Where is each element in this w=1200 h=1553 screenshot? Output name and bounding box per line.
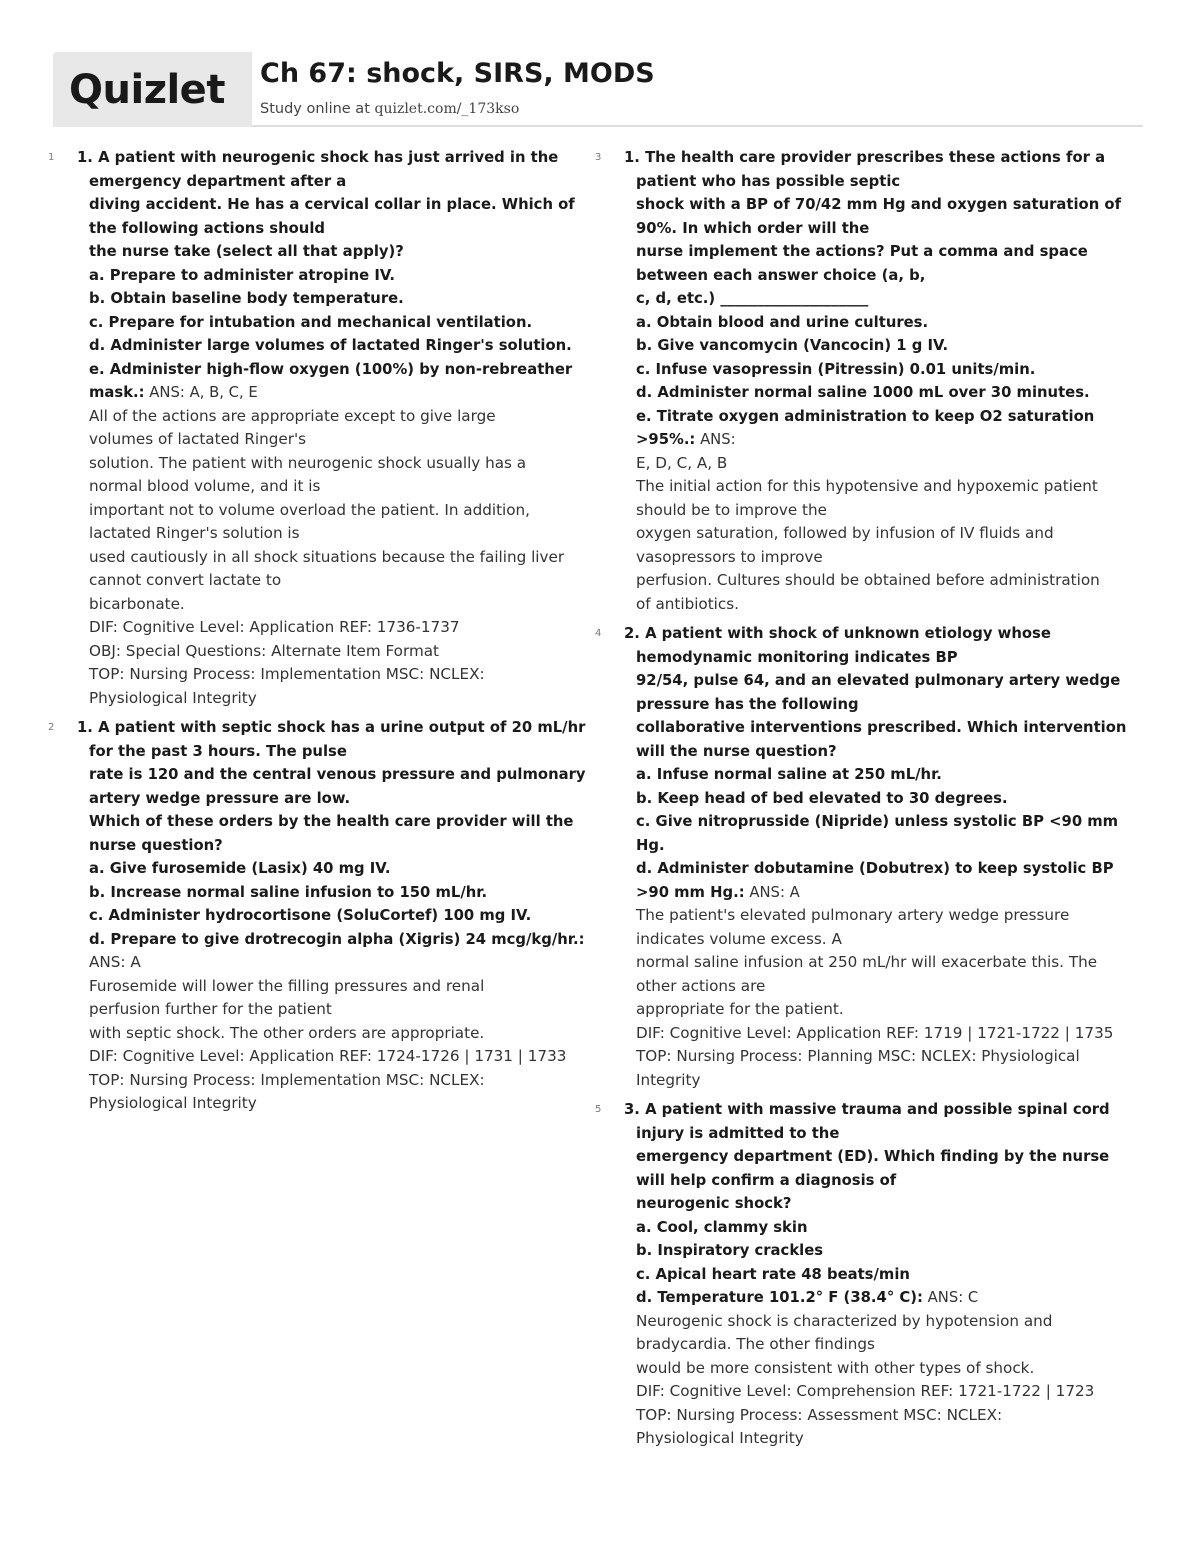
question-line: >90 mm Hg.:	[636, 883, 745, 901]
question-final-line	[624, 881, 1100, 905]
answer-line: TOP: Nursing Process: Assessment MSC: NCLEX:	[636, 1405, 1003, 1424]
question-line: d. Prepare to give drotrecogin alpha (Xigris) 24 mcg/kg/hr.:	[89, 930, 585, 948]
answer-line: volumes of lactated Ringer's	[89, 430, 307, 448]
card-number: 1	[48, 152, 55, 163]
question-line: nurse question?	[89, 836, 223, 854]
right-column	[595, 146, 1127, 1457]
card-number: 3	[595, 152, 602, 163]
answer-line: DIF: Cognitive Level: Application REF: 1736-1737	[89, 618, 460, 636]
question-line: 90%. In which order will the	[636, 219, 870, 237]
question-line: will help confirm a diagnosis of	[636, 1171, 897, 1189]
answer-label: ANS: A	[744, 883, 800, 901]
question-line: c. Apical heart rate 48 beats/min	[636, 1265, 910, 1283]
answer-line: important not to volume overload the patient. In addition,	[89, 500, 530, 519]
question-line: the following actions should	[89, 219, 325, 237]
answer-line: normal blood volume, and it is	[89, 477, 321, 495]
answer-line: vasopressors to improve	[636, 547, 823, 566]
question-line: hemodynamic monitoring indicates BP	[636, 648, 958, 666]
answer-line: would be more consistent with other types of shock.	[636, 1358, 1035, 1377]
question-line: d. Administer dobutamine (Dobutrex) to keep systolic BP	[636, 860, 1114, 877]
flashcard	[48, 716, 586, 1116]
question-line: will the nurse question?	[636, 742, 837, 760]
question-line: emergency department (ED). Which finding by the nurse	[636, 1148, 1110, 1165]
question-line: for the past 3 hours. The pulse	[89, 742, 347, 760]
left-column	[48, 146, 586, 1122]
answer-line: used cautiously in all shock situations because the failing liver	[89, 547, 565, 566]
answer-line: with septic shock. The other orders are appropriate.	[89, 1023, 485, 1042]
question-line: d. Administer normal saline 1000 mL over 30 minutes.	[636, 384, 1090, 401]
question-line: 92/54, pulse 64, and an elevated pulmonary artery wedge	[636, 672, 1121, 689]
answer-line: Physiological Integrity	[89, 1094, 257, 1112]
answer-line: bradycardia. The other findings	[636, 1335, 875, 1353]
header-divider	[252, 125, 1143, 127]
question-final-line	[624, 428, 1100, 452]
question-line: a. Obtain blood and urine cultures.	[636, 313, 929, 331]
question-line: b. Increase normal saline infusion to 150 mL/hr.	[89, 883, 488, 901]
question-line: 1. The health care provider prescribes these actions for a	[624, 149, 1106, 166]
question-line: 1. A patient with septic shock has a urine output of 20 mL/hr	[77, 719, 586, 736]
question-line: a. Infuse normal saline at 250 mL/hr.	[636, 766, 942, 783]
question-line: nurse implement the actions? Put a comma and space	[636, 243, 1088, 260]
question-final-line	[624, 1286, 1100, 1310]
card-number: 5	[595, 1104, 602, 1115]
question-line: 1. A patient with neurogenic shock has just arrived in the	[77, 149, 559, 166]
answer-line: OBJ: Special Questions: Alternate Item Format	[89, 641, 439, 660]
question-line: e. Titrate oxygen administration to keep O2 saturation	[636, 407, 1095, 425]
answer-line: normal saline infusion at 250 mL/hr will exacerbate this. The	[636, 953, 1098, 971]
question-line: patient who has possible septic	[636, 172, 901, 190]
answer-line: Furosemide will lower the filling pressures and renal	[89, 976, 485, 995]
answer-line: of antibiotics.	[636, 594, 739, 613]
card-number: 2	[48, 722, 55, 733]
answer-line: other actions are	[636, 976, 766, 995]
question-line: c. Administer hydrocortisone (SoluCortef) 100 mg IV.	[89, 907, 532, 924]
question-line: c. Infuse vasopressin (Pitressin) 0.01 units/min.	[636, 360, 1036, 378]
answer-line: Integrity	[636, 1070, 701, 1089]
question-line: the nurse take (select all that apply)?	[89, 243, 404, 260]
question-line: artery wedge pressure are low.	[89, 789, 351, 807]
answer-line: Physiological Integrity	[636, 1429, 804, 1447]
flashcard	[595, 622, 1127, 1092]
answer-line: appropriate for the patient.	[636, 1000, 844, 1018]
answer-line: DIF: Cognitive Level: Application REF: 1724-1726 | 1731 | 1733	[89, 1047, 567, 1065]
answer-label: ANS: C	[922, 1289, 979, 1306]
question-line: collaborative interventions prescribed. Which intervention	[636, 719, 1127, 736]
answer-line: oxygen saturation, followed by infusion of IV fluids and	[636, 524, 1054, 542]
question-line: a. Give furosemide (Lasix) 40 mg IV.	[89, 860, 391, 877]
question-line: diving accident. He has a cervical collar in place. Which of	[89, 196, 575, 213]
question-line: pressure has the following	[636, 695, 859, 713]
card-number: 4	[595, 628, 602, 639]
question-line: a. Cool, clammy skin	[636, 1218, 808, 1236]
answer-line: bicarbonate.	[89, 594, 185, 613]
answer-line: perfusion further for the patient	[89, 1000, 332, 1018]
question-line: Hg.	[636, 836, 665, 854]
answer-label: ANS:	[695, 431, 736, 448]
question-line: neurogenic shock?	[636, 1195, 792, 1212]
answer-line: TOP: Nursing Process: Planning MSC: NCLEX: Physiological	[636, 1047, 1080, 1065]
answer-line: Physiological Integrity	[89, 688, 257, 707]
study-prefix: Study online at	[260, 101, 375, 117]
answer-line: DIF: Cognitive Level: Comprehension REF: 1721-1722 | 1723	[636, 1382, 1095, 1400]
question-final-line	[77, 381, 553, 405]
study-online-line	[260, 99, 519, 119]
flashcard	[595, 146, 1122, 616]
answer-line: TOP: Nursing Process: Implementation MSC: NCLEX:	[89, 665, 485, 683]
answer-line: ANS: A	[89, 953, 141, 971]
answer-line: The initial action for this hypotensive and hypoxemic patient	[636, 477, 1098, 495]
question-line: c, d, etc.) ____________________	[636, 290, 869, 307]
answer-line: indicates volume excess. A	[636, 929, 842, 948]
answer-line: DIF: Cognitive Level: Application REF: 1719 | 1721-1722 | 1735	[636, 1023, 1114, 1042]
question-line: e. Administer high-flow oxygen (100%) by non-rebreather	[89, 360, 573, 378]
question-line: a. Prepare to administer atropine IV.	[89, 266, 396, 284]
question-line: d. Temperature 101.2° F (38.4° C):	[636, 1289, 923, 1306]
answer-line: TOP: Nursing Process: Implementation MSC: NCLEX:	[89, 1070, 485, 1089]
flashcard	[48, 146, 575, 710]
study-link[interactable]: quizlet.com/_173kso	[374, 101, 520, 117]
question-line: injury is admitted to the	[636, 1124, 840, 1142]
answer-line: E, D, C, A, B	[636, 453, 728, 472]
question-line: emergency department after a	[89, 172, 347, 190]
question-line: Which of these orders by the health care provider will the	[89, 813, 574, 830]
answer-line: The patient's elevated pulmonary artery wedge pressure	[636, 906, 1070, 924]
answer-line: cannot convert lactate to	[89, 571, 282, 589]
answer-line: should be to improve the	[636, 500, 827, 519]
question-line: b. Inspiratory crackles	[636, 1242, 824, 1259]
question-line: b. Obtain baseline body temperature.	[89, 290, 404, 307]
question-line: shock with a BP of 70/42 mm Hg and oxygen saturation of	[636, 196, 1122, 213]
answer-line: Neurogenic shock is characterized by hypotension and	[636, 1311, 1053, 1330]
answer-line: perfusion. Cultures should be obtained before administration	[636, 571, 1100, 589]
answer-label: ANS: A, B, C, E	[144, 384, 258, 401]
question-line: rate is 120 and the central venous pressure and pulmonary	[89, 766, 586, 783]
page-title: Ch 67: shock, SIRS, MODS	[260, 58, 655, 89]
question-line: mask.:	[89, 384, 145, 401]
question-line: 3. A patient with massive trauma and possible spinal cord	[624, 1101, 1110, 1118]
question-line: >95%.:	[636, 431, 696, 448]
answer-line: lactated Ringer's solution is	[89, 524, 300, 542]
answer-line: solution. The patient with neurogenic shock usually has a	[89, 453, 527, 472]
quizlet-logo	[53, 52, 252, 127]
question-line: c. Prepare for intubation and mechanical ventilation.	[89, 313, 533, 331]
question-line: 2. A patient with shock of unknown etiology whose	[624, 625, 1051, 642]
question-line: b. Keep head of bed elevated to 30 degrees.	[636, 789, 1008, 807]
question-line: b. Give vancomycin (Vancocin) 1 g IV.	[636, 337, 949, 354]
flashcard	[595, 1098, 1110, 1451]
logo-text: Quizlet	[69, 67, 225, 113]
question-line: d. Administer large volumes of lactated Ringer's solution.	[89, 337, 572, 354]
question-line: between each answer choice (a, b,	[636, 266, 926, 284]
answer-line: All of the actions are appropriate except to give large	[89, 406, 496, 425]
question-line: c. Give nitroprusside (Nipride) unless systolic BP <90 mm	[636, 813, 1119, 830]
